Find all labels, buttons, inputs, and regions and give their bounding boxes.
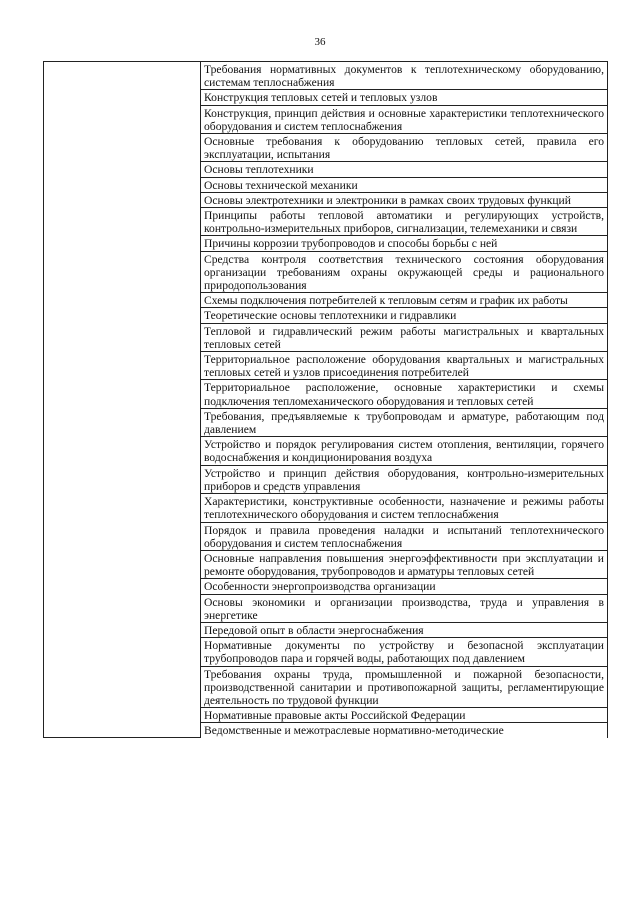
- requirement-text: Основы экономики и организации производства, труда и управления в энергетике: [201, 594, 608, 622]
- requirement-text: Требования, предъявляемые к трубопроводам и арматуре, работающим под давлением: [201, 408, 608, 436]
- requirement-text: Схемы подключения потребителей к тепловым сетям и график их работы: [201, 293, 608, 308]
- requirement-text: Конструкция, принцип действия и основные характеристики теплотехнического оборудования и систем теплоснабжения: [201, 105, 608, 133]
- requirement-text: Конструкция тепловых сетей и тепловых узлов: [201, 90, 608, 105]
- requirement-text: Характеристики, конструктивные особенности, назначение и режимы работы теплотехнического оборудования и систем теплоснабжения: [201, 494, 608, 522]
- requirement-text: Ведомственные и межотраслевые нормативно-методические: [201, 723, 608, 738]
- requirement-text: Передовой опыт в области энергоснабжения: [201, 622, 608, 637]
- requirement-text: Нормативные правовые акты Российской Федерации: [201, 708, 608, 723]
- requirements-table-body: [44, 62, 608, 738]
- requirement-text: Принципы работы тепловой автоматики и регулирующих устройств, контрольно-измерительных приборов, сигнализации, телемеханики и связи: [201, 208, 608, 236]
- requirement-text: Территориальное расположение, основные характеристики и схемы подключения тепломеханического оборудования и тепловых сетей: [201, 380, 608, 408]
- requirement-text: Устройство и порядок регулирования систем отопления, вентиляции, горячего водоснабжения и кондиционирования воздуха: [201, 437, 608, 465]
- requirement-text: Территориальное расположение оборудования квартальных и магистральных тепловых сетей и узлов присоединения потребителей: [201, 352, 608, 380]
- table-row: [44, 62, 608, 90]
- requirement-text: Причины коррозии трубопроводов и способы борьбы с ней: [201, 236, 608, 251]
- requirement-text: Основы технической механики: [201, 177, 608, 192]
- requirement-text: Устройство и принцип действия оборудования, контрольно-измерительных приборов и средств управления: [201, 465, 608, 493]
- requirement-text: Основы электротехники и электроники в рамках своих трудовых функций: [201, 192, 608, 207]
- page-number: 36: [314, 36, 326, 48]
- requirement-text: Основные направления повышения энергоэффективности при эксплуатации и ремонте оборудования, трубопроводов и арматуры тепловых сетей: [201, 550, 608, 578]
- requirement-text: Тепловой и гидравлический режим работы магистральных и квартальных тепловых сетей: [201, 323, 608, 351]
- requirement-text: Особенности энергопроизводства организации: [201, 579, 608, 594]
- requirement-text: Требования охраны труда, промышленной и пожарной безопасности, производственной санитарии и противопожарной защиты, регламентирующие деятельность по трудовой функции: [201, 666, 608, 708]
- requirement-text: Теоретические основы теплотехники и гидравлики: [201, 308, 608, 323]
- requirement-text: Основы теплотехники: [201, 162, 608, 177]
- requirement-text: Основные требования к оборудованию тепловых сетей, правила его эксплуатации, испытания: [201, 134, 608, 162]
- requirements-table: [43, 61, 608, 738]
- requirement-text: Порядок и правила проведения наладки и испытаний теплотехнического оборудования и систем теплоснабжения: [201, 522, 608, 550]
- requirement-text: Нормативные документы по устройству и безопасной эксплуатации трубопроводов пара и горячей воды, работающих под давлением: [201, 638, 608, 666]
- label-cell: [44, 62, 201, 738]
- requirement-text: Средства контроля соответствия технического состояния оборудования организации требованиям охраны окружающей среды и рационального природопользования: [201, 251, 608, 293]
- requirement-text: Требования нормативных документов к теплотехническому оборудованию, системам теплоснабжения: [201, 62, 608, 90]
